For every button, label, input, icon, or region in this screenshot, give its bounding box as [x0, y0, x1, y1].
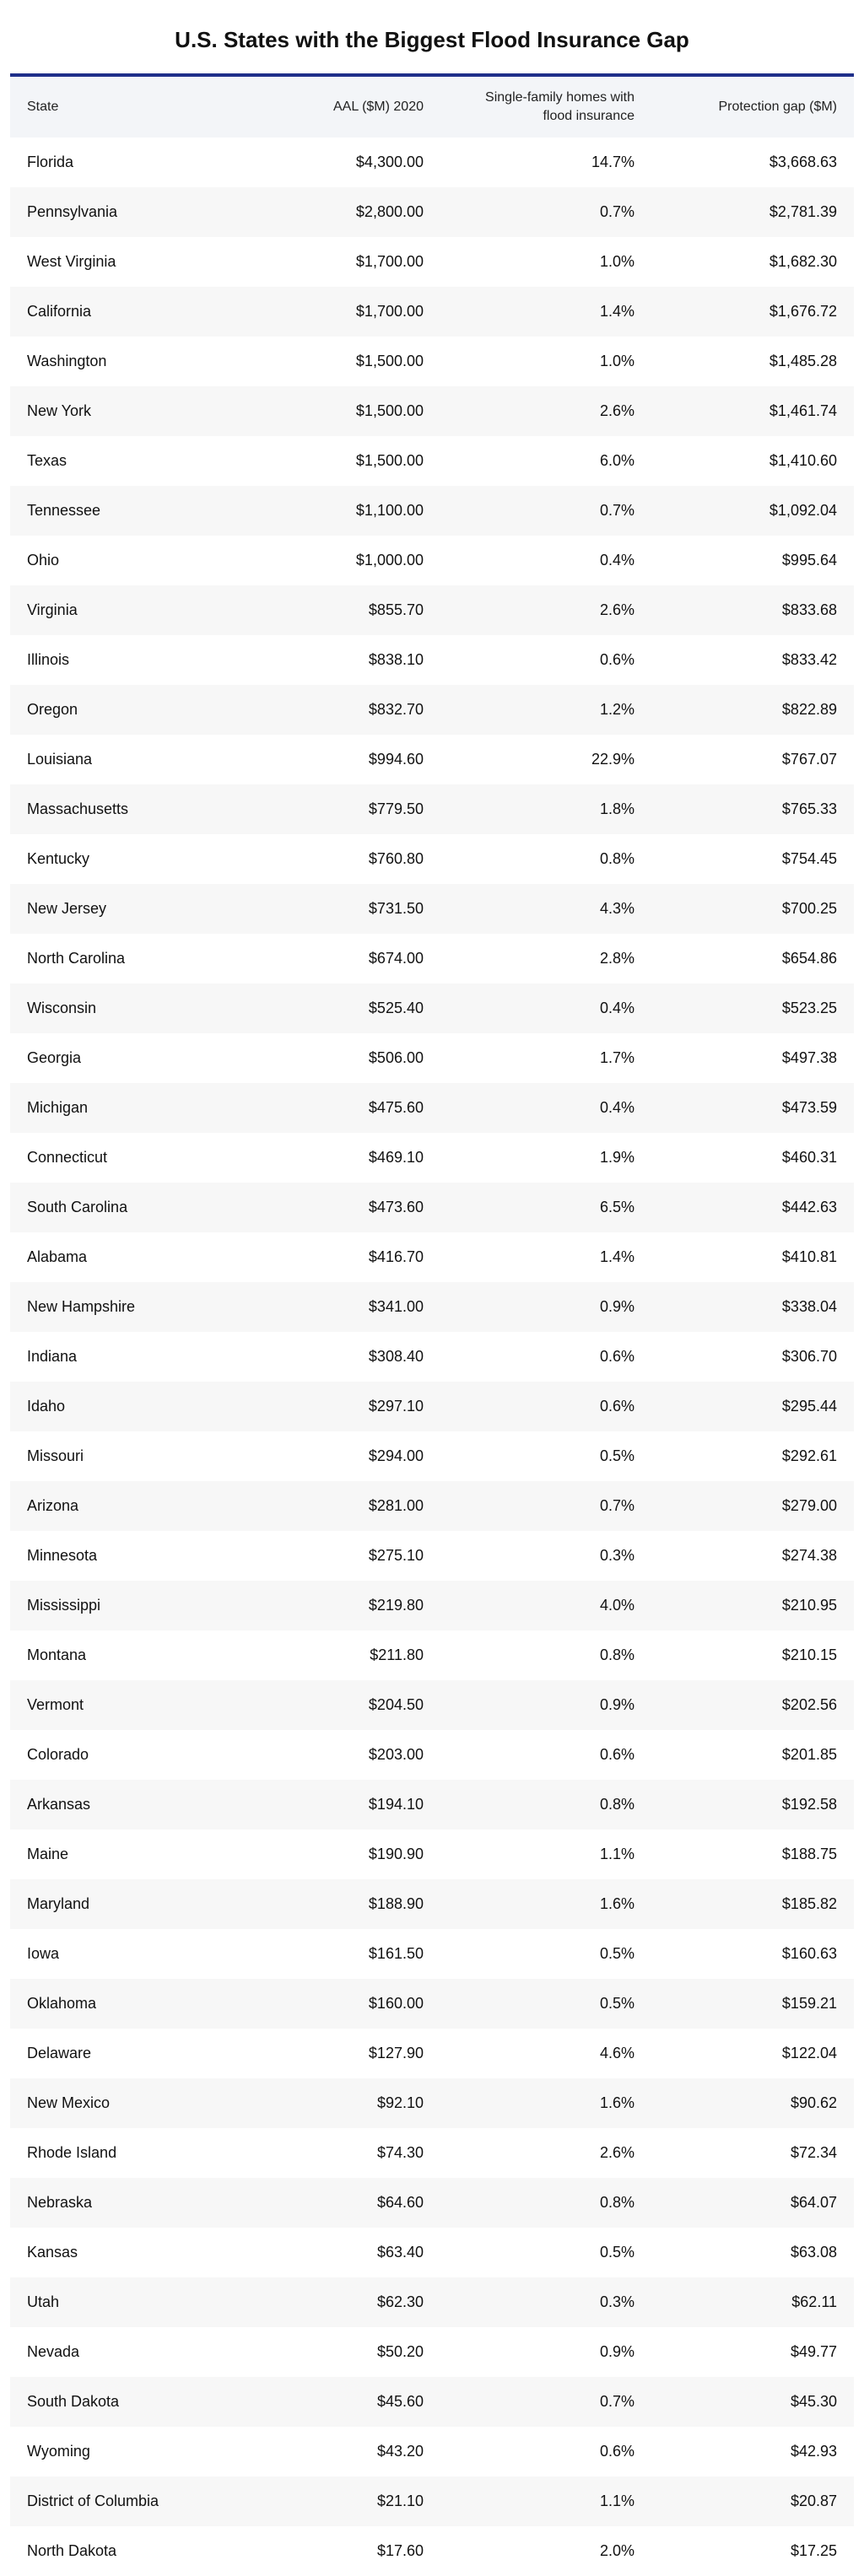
table-row	[10, 2476, 854, 2526]
aal-cell: $161.50	[368, 1945, 424, 1962]
table-body	[10, 137, 854, 2576]
column-header-state: State	[27, 100, 59, 114]
aal-cell: $506.00	[368, 1049, 424, 1066]
state-cell: Wisconsin	[27, 1000, 97, 1016]
protection-gap-cell: $765.33	[781, 800, 837, 817]
insured-share-cell: 0.5%	[599, 1447, 634, 1464]
table-row	[10, 1979, 854, 2029]
protection-gap-cell: $49.77	[790, 2343, 837, 2360]
table-row	[10, 735, 854, 784]
protection-gap-cell: $523.25	[781, 1000, 837, 1016]
aal-cell: $211.80	[370, 1646, 424, 1663]
protection-gap-cell: $1,410.60	[769, 452, 837, 469]
aal-cell: $127.90	[368, 2045, 424, 2061]
table-row	[10, 1680, 854, 1730]
protection-gap-cell: $210.95	[781, 1597, 837, 1614]
aal-cell: $1,500.00	[355, 452, 424, 469]
table-row	[10, 1879, 854, 1929]
aal-cell: $994.60	[368, 751, 424, 768]
insured-share-cell: 0.9%	[599, 1298, 634, 1315]
aal-cell: $188.90	[368, 1895, 424, 1912]
insured-share-cell: 0.9%	[599, 1696, 634, 1713]
aal-cell: $4,300.00	[355, 154, 424, 170]
insured-share-cell: 0.9%	[599, 2343, 634, 2360]
table-row	[10, 536, 854, 585]
state-cell: Kentucky	[27, 850, 90, 867]
insured-share-cell: 1.0%	[599, 353, 634, 369]
table-row	[10, 1481, 854, 1531]
table-row	[10, 1531, 854, 1581]
table-row	[10, 187, 854, 237]
state-cell: Florida	[27, 154, 74, 170]
state-cell: Louisiana	[27, 751, 93, 768]
protection-gap-cell: $274.38	[781, 1547, 837, 1564]
header-row	[10, 77, 854, 137]
insured-share-cell: 0.3%	[599, 2293, 634, 2310]
insured-share-cell: 0.5%	[599, 1995, 634, 2012]
protection-gap-cell: $306.70	[781, 1348, 837, 1365]
state-cell: Indiana	[27, 1348, 78, 1365]
protection-gap-cell: $45.30	[790, 2393, 837, 2410]
state-cell: Maine	[27, 1846, 69, 1862]
table-row	[10, 1083, 854, 1133]
aal-cell: $1,000.00	[355, 552, 424, 569]
state-cell: Kansas	[27, 2244, 78, 2261]
table-row	[10, 2228, 854, 2277]
protection-gap-cell: $20.87	[790, 2492, 837, 2509]
aal-cell: $779.50	[368, 800, 424, 817]
table-row	[10, 2178, 854, 2228]
insured-share-cell: 0.7%	[599, 1497, 634, 1514]
state-cell: Massachusetts	[27, 800, 129, 817]
insured-share-cell: 14.7%	[591, 154, 634, 170]
protection-gap-cell: $62.11	[791, 2293, 837, 2310]
insured-share-cell: 1.2%	[599, 701, 634, 718]
state-cell: New York	[27, 402, 92, 419]
insured-share-cell: 1.1%	[599, 1846, 634, 1862]
table-row	[10, 1830, 854, 1879]
insured-share-cell: 1.1%	[599, 2492, 634, 2509]
state-cell: Georgia	[27, 1049, 82, 1066]
table-row	[10, 337, 854, 386]
protection-gap-cell: $64.07	[790, 2194, 837, 2211]
insured-share-cell: 0.6%	[599, 651, 634, 668]
protection-gap-cell: $295.44	[781, 1398, 837, 1415]
column-header-aal: AAL ($M) 2020	[332, 100, 424, 114]
state-cell: Arizona	[27, 1497, 79, 1514]
protection-gap-cell: $188.75	[781, 1846, 837, 1862]
state-cell: South Dakota	[27, 2393, 120, 2410]
table-row	[10, 1033, 854, 1083]
protection-gap-cell: $202.56	[781, 1696, 837, 1713]
table-row	[10, 1431, 854, 1481]
state-cell: Montana	[27, 1646, 87, 1663]
table-row	[10, 984, 854, 1033]
protection-gap-cell: $1,676.72	[769, 303, 837, 320]
flood-gap-table	[10, 77, 854, 2576]
insured-share-cell: 1.0%	[599, 253, 634, 270]
aal-cell: $341.00	[368, 1298, 424, 1315]
insured-share-cell: 0.4%	[599, 1099, 634, 1116]
insured-share-cell: 0.6%	[599, 2443, 634, 2460]
protection-gap-cell: $822.89	[781, 701, 837, 718]
insured-share-cell: 22.9%	[591, 751, 634, 768]
table-row	[10, 287, 854, 337]
insured-share-cell: 0.5%	[599, 1945, 634, 1962]
aal-cell: $275.10	[368, 1547, 424, 1564]
table-row	[10, 2277, 854, 2327]
table-row	[10, 1282, 854, 1332]
table-row	[10, 1929, 854, 1979]
insured-share-cell: 4.0%	[599, 1597, 634, 1614]
aal-cell: $525.40	[368, 1000, 424, 1016]
protection-gap-cell: $17.25	[790, 2542, 837, 2559]
table-row	[10, 635, 854, 685]
state-cell: Oregon	[27, 701, 78, 718]
protection-gap-cell: $473.59	[781, 1099, 837, 1116]
table-row	[10, 1133, 854, 1183]
protection-gap-cell: $833.42	[781, 651, 837, 668]
table-row	[10, 1232, 854, 1282]
protection-gap-cell: $90.62	[790, 2094, 837, 2111]
aal-cell: $832.70	[368, 701, 424, 718]
state-cell: New Hampshire	[27, 1298, 136, 1315]
aal-cell: $50.20	[376, 2343, 424, 2360]
insured-share-cell: 1.4%	[599, 1248, 634, 1265]
table-row	[10, 1730, 854, 1780]
aal-cell: $838.10	[368, 651, 424, 668]
table-row	[10, 436, 854, 486]
table-row	[10, 237, 854, 287]
insured-share-cell: 0.4%	[599, 1000, 634, 1016]
protection-gap-cell: $159.21	[781, 1995, 837, 2012]
protection-gap-cell: $1,682.30	[769, 253, 837, 270]
protection-gap-cell: $1,485.28	[769, 353, 837, 369]
table-row	[10, 685, 854, 735]
aal-cell: $1,700.00	[355, 303, 424, 320]
aal-cell: $190.90	[368, 1846, 424, 1862]
state-cell: Colorado	[27, 1746, 89, 1763]
state-cell: Idaho	[27, 1398, 66, 1415]
aal-cell: $308.40	[368, 1348, 424, 1365]
table-row	[10, 1332, 854, 1382]
table-row	[10, 2427, 854, 2476]
state-cell: Pennsylvania	[27, 203, 118, 220]
aal-cell: $760.80	[368, 850, 424, 867]
aal-cell: $160.00	[368, 1995, 424, 2012]
protection-gap-cell: $497.38	[781, 1049, 837, 1066]
aal-cell: $475.60	[368, 1099, 424, 1116]
state-cell: Oklahoma	[27, 1995, 97, 2012]
aal-cell: $2,800.00	[355, 203, 424, 220]
aal-cell: $43.20	[376, 2443, 424, 2460]
table-row	[10, 934, 854, 984]
protection-gap-cell: $72.34	[790, 2144, 837, 2161]
protection-gap-cell: $1,461.74	[769, 402, 837, 419]
insured-share-cell: 0.3%	[599, 1547, 634, 1564]
state-cell: New Mexico	[27, 2094, 111, 2111]
state-cell: Wyoming	[27, 2443, 90, 2460]
protection-gap-cell: $160.63	[781, 1945, 837, 1962]
aal-cell: $855.70	[368, 601, 424, 618]
state-cell: Ohio	[27, 552, 60, 569]
table-row	[10, 486, 854, 536]
state-cell: District of Columbia	[27, 2492, 159, 2509]
state-cell: Mississippi	[27, 1597, 101, 1614]
table-row	[10, 585, 854, 635]
table-row	[10, 2327, 854, 2377]
protection-gap-cell: $442.63	[781, 1199, 837, 1215]
state-cell: New Jersey	[27, 900, 107, 917]
state-cell: Washington	[27, 353, 107, 369]
protection-gap-cell: $122.04	[781, 2045, 837, 2061]
insured-share-cell: 2.0%	[599, 2542, 634, 2559]
insured-share-cell: 1.8%	[599, 800, 634, 817]
insured-share-cell: 0.6%	[599, 1398, 634, 1415]
state-cell: Missouri	[27, 1447, 84, 1464]
state-cell: Minnesota	[27, 1547, 98, 1564]
state-cell: Virginia	[27, 601, 78, 618]
column-header-insured-share: Single-family homes with flood insurance	[485, 90, 634, 123]
protection-gap-cell: $201.85	[781, 1746, 837, 1763]
aal-cell: $281.00	[368, 1497, 424, 1514]
protection-gap-cell: $3,668.63	[769, 154, 837, 170]
protection-gap-cell: $410.81	[781, 1248, 837, 1265]
state-cell: Alabama	[27, 1248, 88, 1265]
state-cell: Texas	[27, 452, 68, 469]
aal-cell: $21.10	[376, 2492, 424, 2509]
insured-share-cell: 1.9%	[599, 1149, 634, 1166]
aal-cell: $63.40	[376, 2244, 424, 2261]
protection-gap-cell: $63.08	[790, 2244, 837, 2261]
aal-cell: $92.10	[376, 2094, 424, 2111]
table-row	[10, 1382, 854, 1431]
state-cell: Delaware	[27, 2045, 92, 2061]
state-cell: Nebraska	[27, 2194, 93, 2211]
state-cell: West Virginia	[27, 253, 116, 270]
insured-share-cell: 2.8%	[599, 950, 634, 967]
state-cell: Arkansas	[27, 1796, 91, 1813]
aal-cell: $194.10	[368, 1796, 424, 1813]
state-cell: North Dakota	[27, 2542, 117, 2559]
protection-gap-cell: $754.45	[781, 850, 837, 867]
aal-cell: $74.30	[376, 2144, 424, 2161]
insured-share-cell: 1.4%	[599, 303, 634, 320]
table-row	[10, 1183, 854, 1232]
state-cell: North Carolina	[27, 950, 126, 967]
table-header	[10, 77, 854, 137]
insured-share-cell: 0.7%	[599, 203, 634, 220]
table-row	[10, 2128, 854, 2178]
aal-cell: $731.50	[368, 900, 424, 917]
aal-cell: $1,700.00	[355, 253, 424, 270]
state-cell: Vermont	[27, 1696, 84, 1713]
table-row	[10, 1780, 854, 1830]
insured-share-cell: 0.8%	[599, 1796, 634, 1813]
table-row	[10, 884, 854, 934]
insured-share-cell: 0.8%	[599, 850, 634, 867]
state-cell: Iowa	[27, 1945, 60, 1962]
aal-cell: $62.30	[376, 2293, 424, 2310]
protection-gap-cell: $995.64	[781, 552, 837, 569]
aal-cell: $674.00	[368, 950, 424, 967]
table-row	[10, 2029, 854, 2078]
table-row	[10, 2078, 854, 2128]
insured-share-cell: 4.3%	[599, 900, 634, 917]
table-row	[10, 137, 854, 187]
aal-cell: $469.10	[368, 1149, 424, 1166]
protection-gap-cell: $767.07	[781, 751, 837, 768]
state-cell: Illinois	[27, 651, 70, 668]
insured-share-cell: 2.6%	[599, 2144, 634, 2161]
insured-share-cell: 0.8%	[599, 2194, 634, 2211]
table-row	[10, 2526, 854, 2576]
page-title: U.S. States with the Biggest Flood Insurance Gap	[175, 27, 689, 52]
insured-share-cell: 0.7%	[599, 502, 634, 519]
insured-share-cell: 2.6%	[599, 601, 634, 618]
aal-cell: $297.10	[368, 1398, 424, 1415]
state-cell: Rhode Island	[27, 2144, 117, 2161]
insured-share-cell: 6.5%	[599, 1199, 634, 1215]
protection-gap-cell: $279.00	[781, 1497, 837, 1514]
state-cell: Maryland	[27, 1895, 90, 1912]
aal-cell: $1,500.00	[355, 353, 424, 369]
aal-cell: $294.00	[368, 1447, 424, 1464]
protection-gap-cell: $210.15	[781, 1646, 837, 1663]
column-header-protection-gap: Protection gap ($M)	[718, 100, 837, 114]
aal-cell: $203.00	[368, 1746, 424, 1763]
aal-cell: $204.50	[368, 1696, 424, 1713]
protection-gap-cell: $2,781.39	[769, 203, 837, 220]
insured-share-cell: 4.6%	[599, 2045, 634, 2061]
protection-gap-cell: $192.58	[781, 1796, 837, 1813]
aal-cell: $219.80	[368, 1597, 424, 1614]
state-cell: Michigan	[27, 1099, 89, 1116]
state-cell: South Carolina	[27, 1199, 128, 1215]
protection-gap-cell: $460.31	[781, 1149, 837, 1166]
aal-cell: $1,500.00	[355, 402, 424, 419]
insured-share-cell: 0.6%	[599, 1746, 634, 1763]
protection-gap-cell: $292.61	[781, 1447, 837, 1464]
insured-share-cell: 0.4%	[599, 552, 634, 569]
insured-share-cell: 6.0%	[599, 452, 634, 469]
protection-gap-cell: $1,092.04	[769, 502, 837, 519]
protection-gap-cell: $833.68	[781, 601, 837, 618]
protection-gap-cell: $338.04	[781, 1298, 837, 1315]
protection-gap-cell: $654.86	[781, 950, 837, 967]
insured-share-cell: 1.6%	[599, 2094, 634, 2111]
table-row	[10, 1630, 854, 1680]
protection-gap-cell: $42.93	[790, 2443, 837, 2460]
table-row	[10, 784, 854, 834]
state-cell: Connecticut	[27, 1149, 108, 1166]
state-cell: Nevada	[27, 2343, 80, 2360]
aal-cell: $473.60	[368, 1199, 424, 1215]
aal-cell: $1,100.00	[355, 502, 424, 519]
insured-share-cell: 0.6%	[599, 1348, 634, 1365]
table-row	[10, 834, 854, 884]
aal-cell: $416.70	[368, 1248, 424, 1265]
insured-share-cell: 0.7%	[599, 2393, 634, 2410]
table-row	[10, 386, 854, 436]
insured-share-cell: 1.7%	[599, 1049, 634, 1066]
insured-share-cell: 1.6%	[599, 1895, 634, 1912]
state-cell: Tennessee	[27, 502, 101, 519]
protection-gap-cell: $700.25	[781, 900, 837, 917]
aal-cell: $17.60	[376, 2542, 424, 2559]
insured-share-cell: 0.8%	[599, 1646, 634, 1663]
table-row	[10, 1581, 854, 1630]
insured-share-cell: 0.5%	[599, 2244, 634, 2261]
aal-cell: $64.60	[376, 2194, 424, 2211]
aal-cell: $45.60	[376, 2393, 424, 2410]
table-row	[10, 2377, 854, 2427]
insured-share-cell: 2.6%	[599, 402, 634, 419]
state-cell: Utah	[27, 2293, 60, 2310]
state-cell: California	[27, 303, 92, 320]
protection-gap-cell: $185.82	[781, 1895, 837, 1912]
